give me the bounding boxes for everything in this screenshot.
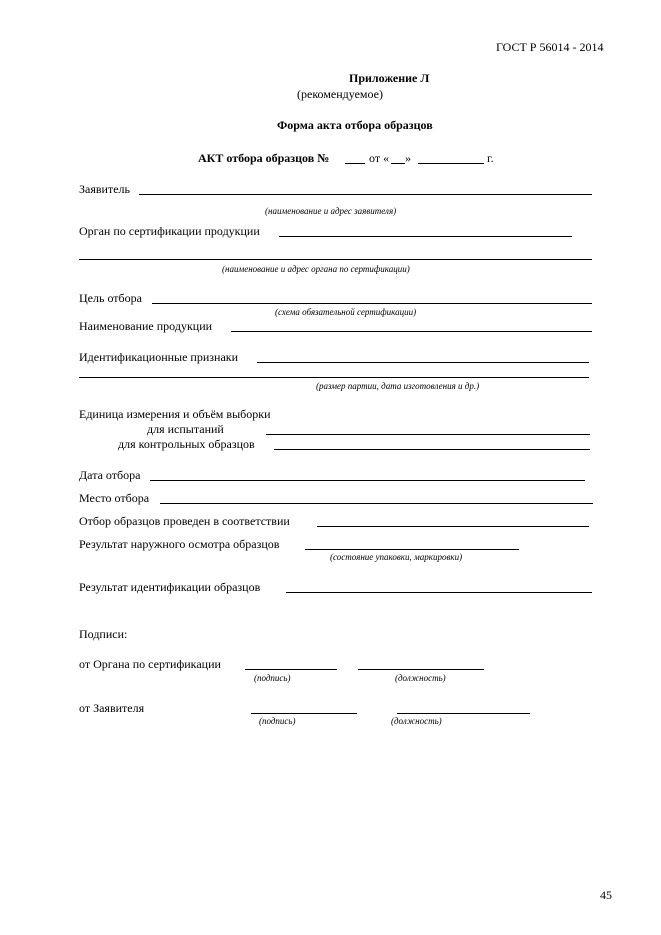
cert-body-field-2[interactable] bbox=[79, 259, 592, 260]
product-name-field[interactable] bbox=[231, 331, 592, 332]
for-tests-field[interactable] bbox=[266, 434, 590, 435]
act-month-blank[interactable] bbox=[418, 163, 484, 164]
signature-body-label: от Органа по сертификации bbox=[79, 657, 221, 671]
act-from-label: от « bbox=[369, 151, 390, 165]
appendix-title: Приложение Л bbox=[349, 71, 430, 85]
sampling-per-label: Отбор образцов проведен в соответствии bbox=[79, 514, 290, 528]
cert-body-label: Орган по сертификации продукции bbox=[79, 224, 260, 238]
act-quote-close: » bbox=[405, 151, 411, 165]
sampling-purpose-label: Цель отбора bbox=[79, 291, 142, 305]
sampling-date-field[interactable] bbox=[150, 480, 585, 481]
act-day-blank[interactable] bbox=[391, 163, 405, 164]
applicant-position-hint: (должность) bbox=[391, 716, 442, 726]
cert-body-hint: (наименование и адрес органа по сертификации) bbox=[222, 264, 410, 274]
body-position-hint: (должность) bbox=[395, 673, 446, 683]
cert-body-field[interactable] bbox=[279, 236, 572, 237]
id-features-hint: (размер партии, дата изготовления и др.) bbox=[316, 381, 480, 391]
identification-result-field[interactable] bbox=[286, 592, 592, 593]
sampling-place-label: Место отбора bbox=[79, 491, 150, 505]
appendix-status: (рекомендуемое) bbox=[297, 87, 383, 101]
act-number-blank[interactable] bbox=[345, 163, 365, 164]
sampling-per-field[interactable] bbox=[317, 526, 589, 527]
external-exam-field[interactable] bbox=[305, 549, 519, 550]
for-tests-label: для испытаний bbox=[147, 422, 224, 436]
act-title: АКТ отбора образцов № bbox=[198, 151, 330, 165]
body-signature-field[interactable] bbox=[245, 669, 337, 670]
body-signature-hint: (подпись) bbox=[254, 673, 291, 683]
sampling-purpose-field[interactable] bbox=[152, 303, 592, 304]
external-exam-label: Результат наружного осмотра образцов bbox=[79, 537, 280, 551]
applicant-signature-hint: (подпись) bbox=[259, 716, 296, 726]
id-features-field-2[interactable] bbox=[79, 377, 589, 378]
act-year-suffix: г. bbox=[487, 151, 494, 165]
id-features-label: Идентификационные признаки bbox=[79, 350, 239, 364]
applicant-hint: (наименование и адрес заявителя) bbox=[265, 206, 397, 216]
sample-unit-label: Единица измерения и объём выборки bbox=[79, 407, 271, 421]
applicant-position-field[interactable] bbox=[397, 713, 530, 714]
external-exam-hint: (состояние упаковки, маркировки) bbox=[330, 552, 463, 562]
sampling-purpose-hint: (схема обязательной сертификации) bbox=[275, 307, 417, 317]
form-title: Форма акта отбора образцов bbox=[277, 118, 433, 132]
applicant-label: Заявитель bbox=[79, 182, 130, 196]
id-features-field[interactable] bbox=[257, 362, 589, 363]
sampling-place-field[interactable] bbox=[160, 503, 593, 504]
for-control-field[interactable] bbox=[274, 449, 590, 450]
body-position-field[interactable] bbox=[358, 669, 484, 670]
for-control-label: для контрольных образцов bbox=[118, 437, 255, 451]
product-name-label: Наименование продукции bbox=[79, 319, 213, 333]
signature-applicant-label: от Заявителя bbox=[79, 701, 145, 715]
identification-result-label: Результат идентификации образцов bbox=[79, 580, 261, 594]
sampling-date-label: Дата отбора bbox=[79, 468, 141, 482]
page-number: 45 bbox=[600, 888, 612, 902]
standard-number: ГОСТ Р 56014 - 2014 bbox=[496, 40, 604, 54]
applicant-field[interactable] bbox=[139, 194, 592, 195]
applicant-signature-field[interactable] bbox=[251, 713, 357, 714]
signatures-title: Подписи: bbox=[79, 627, 128, 641]
